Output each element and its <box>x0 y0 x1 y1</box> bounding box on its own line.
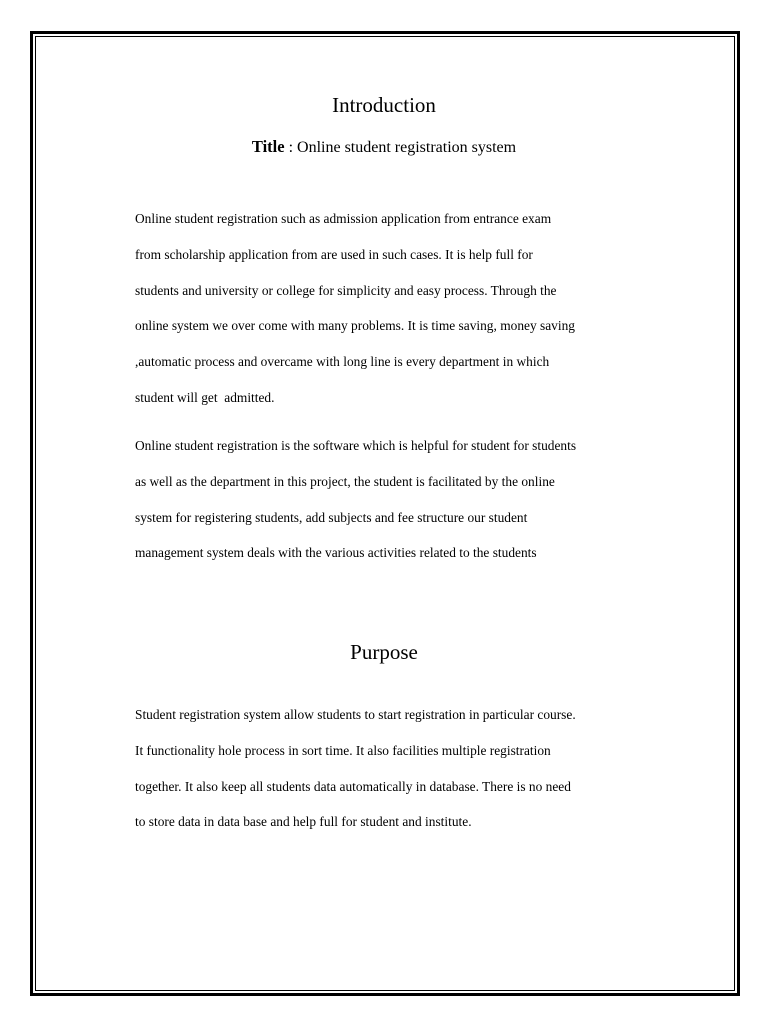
text-line: online system we over come with many problems. It is time saving, money saving <box>135 318 575 334</box>
text-line: system for registering students, add subjects and fee structure our student <box>135 509 528 525</box>
text-line: together. It also keep all students data automatically in database. There is no need <box>135 778 571 794</box>
title-label: Title <box>251 137 285 156</box>
text-line: Online student registration is the software which is helpful for student for students <box>135 438 577 453</box>
text-line: from scholarship application from are used in such cases. It is help full for <box>135 246 533 262</box>
text-line: Online student registration such as admission application from entrance exam <box>135 211 552 226</box>
title-line <box>0 137 768 157</box>
text-line: students and university or college for simplicity and easy process. Through the <box>135 282 557 298</box>
title-value: : Online student registration system <box>284 139 517 156</box>
text-line: to store data in data base and help full for student and institute. <box>135 814 472 830</box>
introduction-paragraph-2 <box>135 428 635 571</box>
text-line: Student registration system allow students to start registration in particular course. <box>135 707 576 722</box>
text-line: It functionality hole process in sort time. It also facilities multiple registration <box>135 742 551 758</box>
text-line: as well as the department in this project, the student is facilitated by the online <box>135 473 555 489</box>
text-line: ,automatic process and overcame with long line is every department in which <box>135 354 550 370</box>
introduction-heading: Introduction <box>332 93 436 117</box>
purpose-paragraph <box>135 697 635 840</box>
purpose-heading: Purpose <box>350 640 418 664</box>
text-line: student will get admitted. <box>135 389 275 405</box>
introduction-paragraph-1 <box>135 201 635 416</box>
text-line: management system deals with the various activities related to the students <box>135 545 537 561</box>
